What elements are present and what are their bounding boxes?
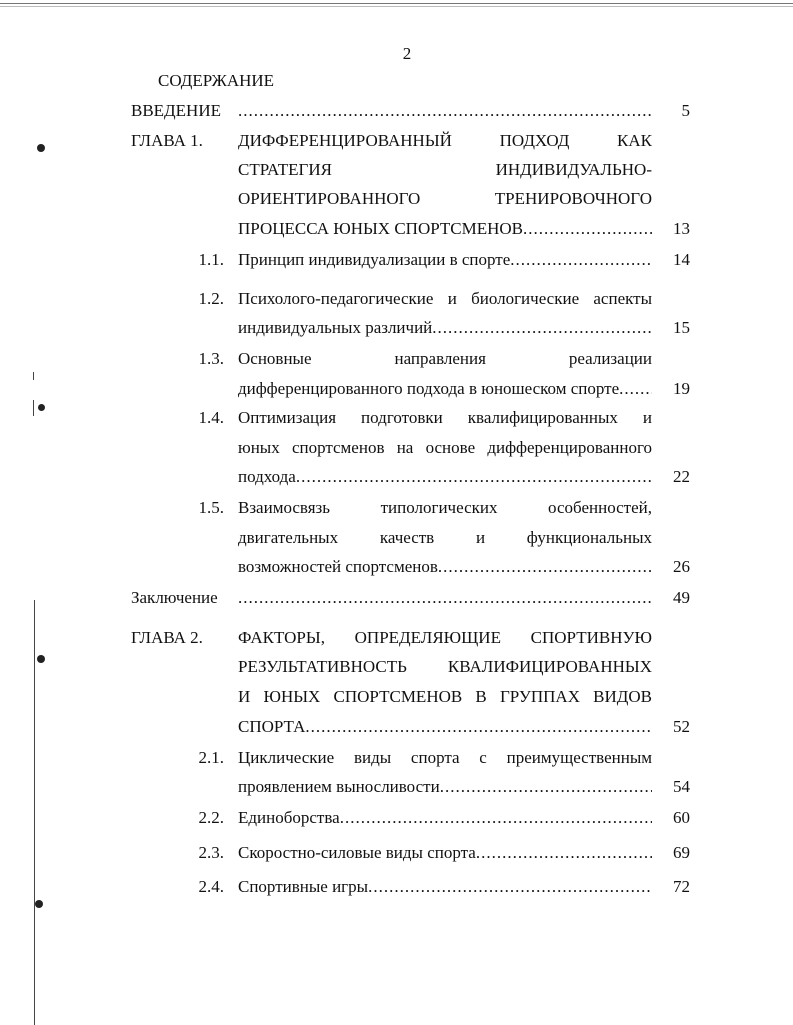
scan-top-border (0, 3, 793, 4)
intro-page: 5 (681, 101, 690, 120)
section-2-3-line-1: Скоростно-силовые виды спорта ..... (238, 843, 652, 863)
section-1-3-page: 19 (673, 379, 690, 398)
section-1-4-line-3: подхода ..... (238, 467, 652, 487)
section-2-3-page: 69 (673, 843, 690, 862)
section-1-4-line-2: юных спортсменов на основе дифференцированного (238, 438, 652, 457)
chapter1-title-line-3: ОРИЕНТИРОВАННОГО ТРЕНИРОВОЧНОГО (238, 189, 652, 208)
chapter2-title-line-3: И ЮНЫХ СПОРТСМЕНОВ В ГРУППАХ ВИДОВ (238, 687, 652, 706)
section-1-2-page: 15 (673, 318, 690, 337)
conclusion-leader (238, 588, 652, 608)
chapter1-title-line-2: СТРАТЕГИЯ ИНДИВИДУАЛЬНО- (238, 160, 652, 179)
section-1-5-line-1: Взаимосвязь типологических особенностей, (238, 498, 652, 517)
section-1-2-line-2: индивидуальных различий ..... (238, 318, 652, 338)
page-number: 2 (402, 44, 412, 63)
section-1-4-page: 22 (673, 467, 690, 486)
section-2-1-line-2: проявлением выносливости ..... (238, 777, 652, 797)
section-1-5-page: 26 (673, 557, 690, 576)
section-1-2-line-1: Психолого-педагогические и биологические аспекты (238, 289, 652, 308)
section-2-1-number: 2.1. (198, 748, 224, 767)
section-2-1-line-1: Циклические виды спорта с преимущественным (238, 748, 652, 767)
section-2-1-page: 54 (673, 777, 690, 796)
section-1-1-line-1: Принцип индивидуализации в спорте ..... (238, 250, 652, 270)
section-1-4-line-1: Оптимизация подготовки квалифицированных и (238, 408, 652, 427)
scan-mark-2 (33, 400, 34, 416)
chapter2-page: 52 (673, 717, 690, 736)
section-2-2-line-1: Единоборства ..... (238, 808, 652, 828)
section-1-3-line-1: Основные направления реализации (238, 349, 652, 368)
chapter1-title-line-4: ПРОЦЕССА ЮНЫХ СПОРТСМЕНОВ ..... (238, 219, 652, 239)
section-1-5-line-2: двигательных качеств и функциональных (238, 528, 652, 547)
section-1-1-page: 14 (673, 250, 690, 269)
chapter2-title-line-2: РЕЗУЛЬТАТИВНОСТЬ КВАЛИФИЦИРОВАННЫХ (238, 657, 652, 676)
section-2-4-number: 2.4. (198, 877, 224, 896)
chapter1-label: ГЛАВА 1. (131, 131, 203, 150)
section-2-2-number: 2.2. (198, 808, 224, 827)
scan-top-border-secondary (0, 6, 793, 7)
chapter1-title-line-1: ДИФФЕРЕНЦИРОВАННЫЙ ПОДХОД КАК (238, 131, 652, 150)
toc-heading: СОДЕРЖАНИЕ (158, 71, 275, 90)
section-1-2-number: 1.2. (198, 289, 224, 308)
intro-label: ВВЕДЕНИЕ (131, 101, 221, 120)
section-1-5-line-3: возможностей спортсменов ..... (238, 557, 652, 577)
section-1-4-number: 1.4. (198, 408, 224, 427)
scan-mark-3 (34, 600, 35, 1025)
chapter2-title-line-1: ФАКТОРЫ, ОПРЕДЕЛЯЮЩИЕ СПОРТИВНУЮ (238, 628, 652, 647)
chapter2-label: ГЛАВА 2. (131, 628, 203, 647)
conclusion-page: 49 (673, 588, 690, 607)
section-1-5-number: 1.5. (198, 498, 224, 517)
section-1-1-number: 1.1. (198, 250, 224, 269)
scan-mark-1 (33, 372, 34, 380)
scan-dot-3 (37, 655, 45, 663)
intro-leader (238, 101, 652, 121)
section-2-2-page: 60 (673, 808, 690, 827)
conclusion-label: Заключение (131, 588, 218, 607)
section-2-4-page: 72 (673, 877, 690, 896)
scan-dot-4 (35, 900, 43, 908)
scan-dot-1 (37, 144, 45, 152)
chapter1-page: 13 (673, 219, 690, 238)
chapter2-title-line-4: СПОРТА ..... (238, 717, 652, 737)
section-2-4-line-1: Спортивные игры ..... (238, 877, 652, 897)
section-1-3-line-2: дифференцированного подхода в юношеском спорте ..... (238, 379, 652, 399)
scan-dot-2 (38, 404, 45, 411)
section-1-3-number: 1.3. (198, 349, 224, 368)
section-2-3-number: 2.3. (198, 843, 224, 862)
